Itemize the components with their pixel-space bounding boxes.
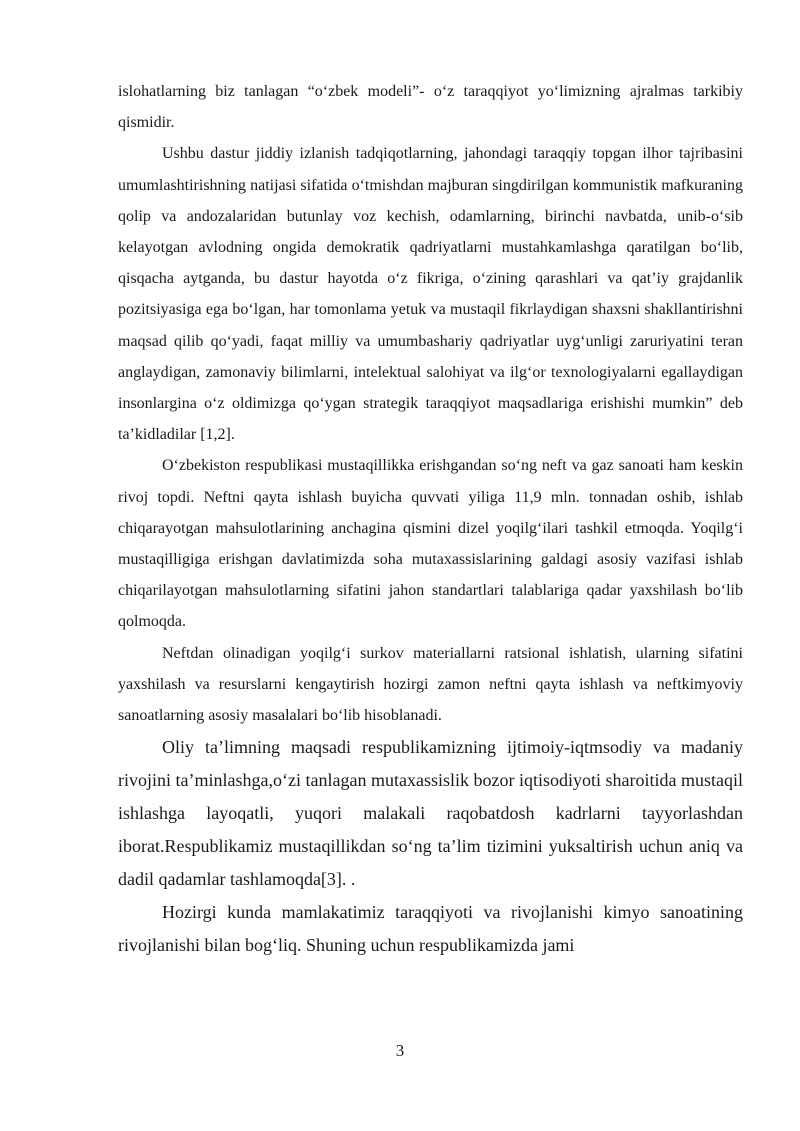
paragraph-oil-gas-industry: O‘zbekiston respublikasi mustaqillikka erishgandan so‘ng neft va gaz sanoati ham keskin rivoj topdi. Neftni qayta ishlash buyicha quvvati yiliga 11,9 mln. tonnadan oshib, ishlab chiqarayotgan mahsulotlarining anchagina qismini dizel yoqilg‘ilari tashkil etmoqda. Yoqilg‘i mustaqilligiga erishgan davlatimizda soha mutaxassislarining galdagi asosiy vazifasi ishlab chiqarilayotgan mahsulotlarning sifatini jahon standartlari talablariga qadar yaxshilash bo‘lib qolmoqda. xyxy=(118,457,743,631)
paragraph-chemical-industry: Hozirgi kunda mamlakatimiz taraqqiyoti va rivojlanishi kimyo sanoatining rivojlanishi bilan bog‘liq. Shuning uchun respublikamizda jami xyxy=(118,902,743,956)
paragraph-higher-education: Oliy ta’limning maqsadi respublikamizning ijtimoiy-iqtmsodiy va madaniy rivojini ta’minlashga,o‘zi tanlagan mutaxassislik bozor iqtisodiyoti sharoitida mustaqil ishlashga layoqatli, yuqori malakali raqobatdosh kadrlarni tayyorlashdan iborat.Respublikamiz mustaqillikdan so‘ng ta’lim tizimini yuksaltirish uchun aniq va dadil qadamlar tashlamoqda[3]. . xyxy=(118,737,743,890)
paragraph-continuation: islohatlarning biz tanlagan “o‘zbek modeli”- o‘z taraqqiyot yo‘limizning ajralmas tarkibiy qismidir. xyxy=(118,83,743,132)
page-number: 3 xyxy=(395,1041,405,1060)
paragraph-fuel-materials: Neftdan olinadigan yoqilg‘i surkov materiallarni ratsional ishlatish, ularning sifatini yaxshilash va resurslarni kengaytirish hozirgi zamon neftni qayta ishlash va neftkimyoviy sanoatlarning asosiy masalalari bo‘lib hisoblanadi. xyxy=(118,644,743,725)
document-body xyxy=(118,76,743,962)
paragraph-program-quote: Ushbu dastur jiddiy izlanish tadqiqotlarning, jahondagi taraqqiy topgan ilhor tajribasini umumlashtirishning natijasi sifatida o‘tmishdan majburan singdirilgan kommunistik mafkuraning qolip va andozalaridan butunlay voz kechish, odamlarning, birinchi navbatda, unib-o‘sib kelayotgan avlodning ongida demokratik qadriyatlarni mustahkamlashga qaratilgan bo‘lib, qisqacha aytganda, bu dastur hayotda o‘z fikriga, o‘zining qarashlari va qat’iy grajdanlik pozitsiyasiga ega bo‘lgan, har tomonlama yetuk va mustaqil fikrlaydigan shaxsni shakllantirishni maqsad qilib qo‘yadi, faqat milliy va umumbashariy qadriyatlar uyg‘unligi zaruriyatini teran anglaydigan, zamonaviy bilimlarni, intelektual salohiyat va ilg‘or texnologiyalarni egallaydigan insonlargina o‘z oldimizga qo‘ygan strategik taraqqiyot maqsadlariga erishishi mumkin” deb ta’kidladilar [1,2]. xyxy=(118,145,743,444)
